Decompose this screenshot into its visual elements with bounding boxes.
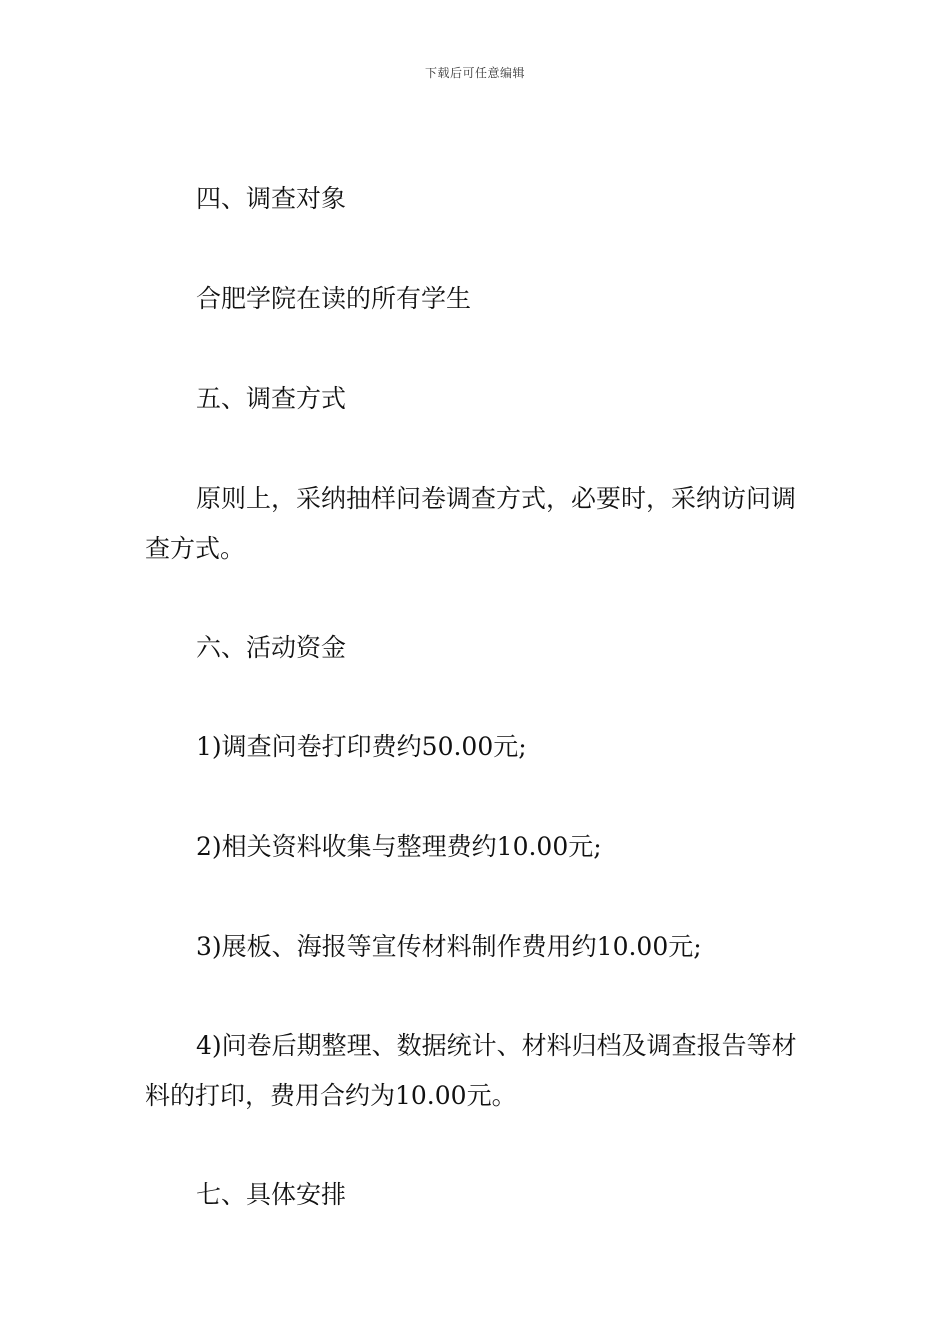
section-heading-survey-subjects: 四、调查对象 bbox=[196, 184, 347, 213]
page-header-note: 下载后可任意编辑 bbox=[424, 66, 525, 80]
paragraph-survey-method: 原则上，采纳抽样问卷调查方式，必要时，采纳访问调查方式。 bbox=[145, 484, 797, 563]
section-heading-survey-method: 五、调查方式 bbox=[196, 384, 347, 413]
list-item-funds-3: 3)展板、海报等宣传材料制作费用约10.00元; bbox=[196, 932, 702, 961]
list-item-funds-1: 1)调查问卷打印费约50.00元; bbox=[196, 732, 527, 761]
paragraph-survey-subjects: 合肥学院在读的所有学生 bbox=[196, 284, 472, 313]
list-item-funds-4: 4)问卷后期整理、数据统计、材料归档及调查报告等材料的打印，费用合约为10.00元。 bbox=[145, 1031, 797, 1110]
section-heading-activity-funds: 六、活动资金 bbox=[196, 633, 347, 662]
list-item-funds-2: 2)相关资料收集与整理费约10.00元; bbox=[196, 832, 602, 861]
section-heading-schedule: 七、具体安排 bbox=[196, 1180, 347, 1209]
